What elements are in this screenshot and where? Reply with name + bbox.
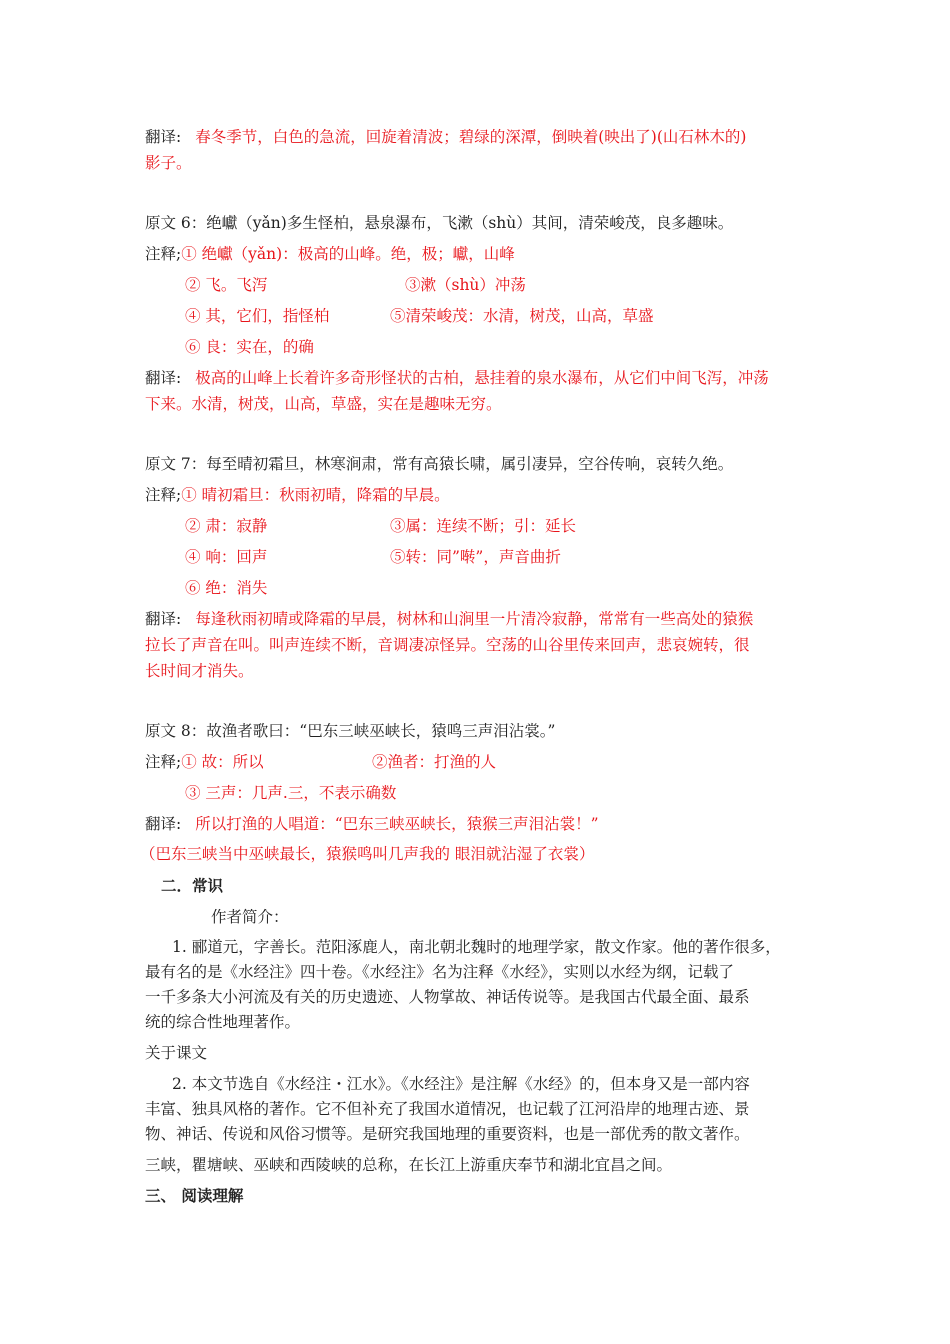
note-6-5: ⑤清荣峻茂：水清，树茂，山高，草盛 <box>390 307 654 325</box>
translation-6-line-1 <box>145 367 769 389</box>
translation-text: 极高的山峰上长着许多奇形怪状的古柏，悬挂着的泉水瀑布，从它们中间飞泻，冲荡 <box>195 369 769 387</box>
translation-7-line-1 <box>145 608 753 630</box>
note-text: ① 故：所以 <box>181 753 264 771</box>
notes-label: 注释; <box>145 486 182 504</box>
about-text-label: 关于课文 <box>145 1044 208 1062</box>
note-8-1 <box>145 751 264 773</box>
note-8-3: ③ 三声：几声.三，不表示确数 <box>185 784 397 802</box>
translation-7-line-2: 拉长了声音在叫。叫声连续不断，音调凄凉怪异。空荡的山谷里传来回声，悲哀婉转，很 <box>145 636 750 654</box>
paragraph-1-line-2: 最有名的是《水经注》四十卷。《水经注》名为注释《水经》，实则以水经为纲，记载了 <box>145 963 735 981</box>
translation-label: 翻译: <box>145 815 182 833</box>
translation-8-line-1 <box>145 813 599 835</box>
notes-label: 注释; <box>145 245 182 263</box>
original-text-8: 原文 8：故渔者歌曰：“巴东三峡巫峡长，猿鸣三声泪沾裳。” <box>145 722 556 740</box>
section-heading-reading-comprehension: 三、 阅读理解 <box>145 1186 244 1205</box>
note-6-2: ② 飞。飞泻 <box>185 276 268 294</box>
translation-text: 所以打渔的人唱道：“巴东三峡巫峡长，猿猴三声泪沾裳！” <box>195 815 599 833</box>
translation-5-line-2: 影子。 <box>145 154 192 172</box>
note-8-2: ②渔者：打渔的人 <box>372 753 497 771</box>
paragraph-2-line-1: 2. 本文节选自《水经注・江水》。《水经注》是注解《水经》的，但本身又是一部内容 <box>172 1075 750 1093</box>
translation-label: 翻译: <box>145 610 182 628</box>
note-text: ① 绝巘（yǎn)：极高的山峰。绝，极；巘，山峰 <box>181 245 515 263</box>
paragraph-1-line-4: 统的综合性地理著作。 <box>145 1013 301 1031</box>
original-text-6: 原文 6：绝巘（yǎn)多生怪柏，悬泉瀑布，飞漱（shù）其间，清荣峻茂，良多趣味。 <box>145 214 734 232</box>
note-7-1 <box>145 484 450 506</box>
original-text-7: 原文 7：每至晴初霜旦，林寒涧肃，常有高猿长啸，属引凄异，空谷传响，哀转久绝。 <box>145 455 734 473</box>
translation-text: 春冬季节，白色的急流，回旋着清波；碧绿的深潭，倒映着(映出了)(山石林木的) <box>195 128 747 146</box>
note-6-3: ③漱（shù）冲荡 <box>405 276 526 294</box>
note-7-2: ② 肃：寂静 <box>185 517 268 535</box>
paragraph-1-line-3: 一千多条大小河流及有关的历史遗迹、人物掌故、神话传说等。是我国古代最全面、最系 <box>145 988 750 1006</box>
note-6-4: ④ 其，它们，指怪柏 <box>185 307 330 325</box>
paragraph-2-line-3: 物、神话、传说和风俗习惯等。是研究我国地理的重要资料，也是一部优秀的散文著作。 <box>145 1125 750 1143</box>
note-7-6: ⑥ 绝：消失 <box>185 579 268 597</box>
notes-label: 注释; <box>145 753 182 771</box>
translation-7-line-3: 长时间才消失。 <box>145 662 254 680</box>
note-text: ① 晴初霜旦：秋雨初晴，降霜的早晨。 <box>181 486 450 504</box>
translation-label: 翻译: <box>145 128 182 146</box>
translation-8-line-2: （巴东三峡当中巫峡最长，猿猴鸣叫几声我的 眼泪就沾湿了衣裳） <box>140 845 595 863</box>
paragraph-3: 三峡，瞿塘峡、巫峡和西陵峡的总称，在长江上游重庆奉节和湖北宜昌之间。 <box>145 1156 673 1174</box>
section-heading-common-knowledge: 二．常识 <box>161 876 224 895</box>
translation-text: 每逢秋雨初晴或降霜的早晨，树林和山涧里一片清冷寂静，常常有一些高处的猿猴 <box>195 610 754 628</box>
paragraph-2-line-2: 丰富、独具风格的著作。它不但补充了我国水道情况，也记载了江河沿岸的地理古迹、景 <box>145 1100 750 1118</box>
translation-label: 翻译: <box>145 369 182 387</box>
note-6-1 <box>145 243 515 265</box>
note-7-4: ④ 响：回声 <box>185 548 268 566</box>
note-7-3: ③属：连续不断；引：延长 <box>390 517 577 535</box>
note-6-6: ⑥ 良：实在，的确 <box>185 338 314 356</box>
author-intro-label: 作者简介： <box>211 908 289 926</box>
paragraph-1-line-1: 1. 郦道元，字善长。范阳涿鹿人，南北朝北魏时的地理学家，散文作家。他的著作很多， <box>172 938 781 956</box>
translation-6-line-2: 下来。水清，树茂，山高，草盛，实在是趣味无穷。 <box>145 395 502 413</box>
note-7-5: ⑤转：同”啭”，声音曲折 <box>390 548 561 566</box>
translation-5-line-1 <box>145 126 746 148</box>
